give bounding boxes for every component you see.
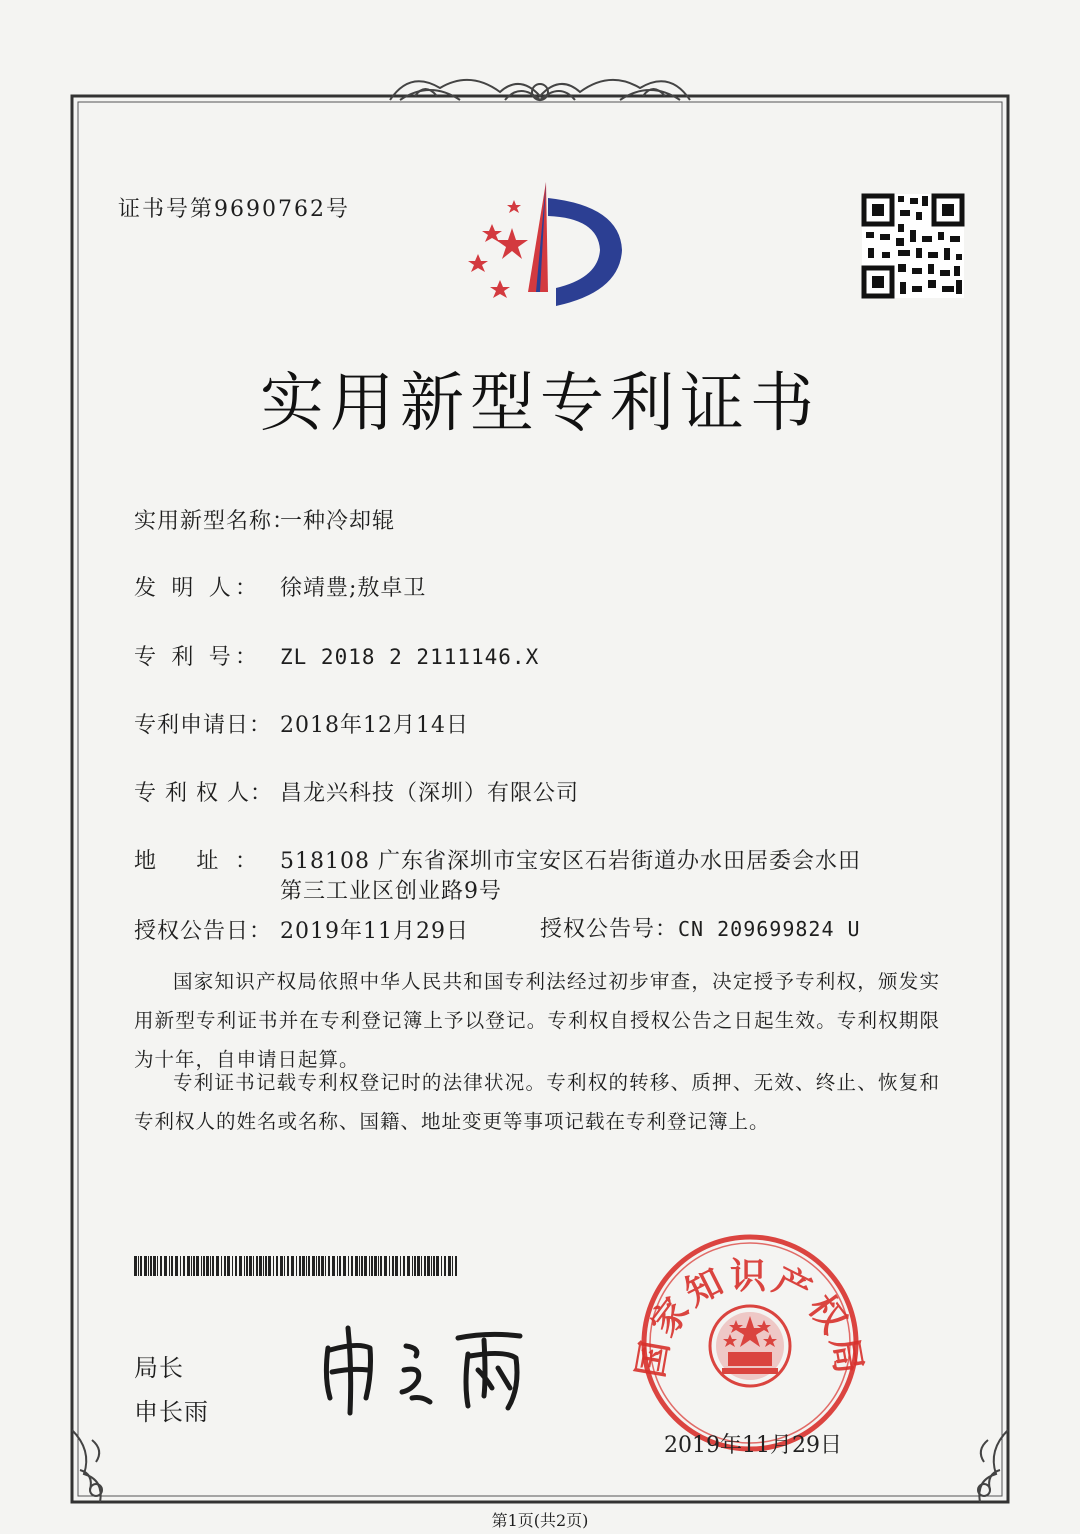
seal-date: 2019年11月29日 bbox=[664, 1433, 842, 1458]
field-label: 专 利 权 人： bbox=[134, 781, 273, 806]
field-label: 授权公告号： bbox=[540, 917, 679, 942]
qr-code bbox=[862, 194, 964, 298]
field-patentee bbox=[134, 776, 579, 807]
body-paragraph-1: 国家知识产权局依照中华人民共和国专利法经过初步审查，决定授予专利权，颁发实用新型专利证书并在专利登记簿上予以登记。专利权自授权公告之日起生效。专利权期限为十年，自申请日起算。 bbox=[134, 970, 940, 1071]
field-label: 地 址： bbox=[134, 849, 258, 874]
field-inventor bbox=[134, 571, 426, 602]
page-number: 第1页(共2页) bbox=[491, 1511, 589, 1530]
field-grant-date bbox=[134, 914, 469, 945]
field-value: CN 209699824 U bbox=[678, 917, 861, 941]
field-grant-number bbox=[540, 912, 861, 943]
field-label: 发 明 人： bbox=[134, 576, 258, 601]
field-value: 昌龙兴科技（深圳）有限公司 bbox=[280, 781, 580, 806]
field-address bbox=[134, 844, 861, 875]
field-label: 专利申请日： bbox=[134, 713, 273, 738]
director-title: 局长 bbox=[134, 1354, 184, 1382]
director-signature bbox=[308, 1318, 548, 1418]
cnipa-logo bbox=[468, 182, 622, 306]
field-application-date bbox=[134, 708, 469, 739]
field-value: ZL 2018 2 2111146.X bbox=[280, 645, 540, 669]
field-label: 专 利 号： bbox=[134, 645, 258, 670]
national-emblem bbox=[710, 1306, 790, 1386]
page-title: 实用新型专利证书 bbox=[260, 367, 820, 441]
field-utility-model-name bbox=[134, 504, 395, 535]
field-value: 2019年11月29日 bbox=[280, 919, 469, 944]
field-patent-number bbox=[134, 640, 539, 671]
field-value: 2018年12月14日 bbox=[280, 713, 469, 738]
director-name: 申长雨 bbox=[134, 1398, 209, 1426]
field-address-line2: 第三工业区创业路9号 bbox=[280, 879, 502, 904]
official-seal bbox=[630, 1237, 869, 1449]
certificate-number: 证书号第9690762号 bbox=[118, 197, 350, 222]
field-value: 徐靖豊;敖卓卫 bbox=[280, 576, 427, 601]
field-label: 授权公告日： bbox=[134, 919, 273, 944]
field-label: 实用新型名称： bbox=[134, 509, 296, 534]
body-paragraph-2: 专利证书记载专利权登记时的法律状况。专利权的转移、质押、无效、终止、恢复和专利权人的姓名或名称、国籍、地址变更等事项记载在专利登记簿上。 bbox=[134, 1071, 940, 1133]
seal-text: 国家知识产权局 bbox=[630, 1256, 870, 1381]
corner-ornament-left bbox=[72, 1430, 102, 1502]
barcode bbox=[134, 1256, 457, 1276]
field-value: 一种冷却辊 bbox=[280, 509, 396, 534]
corner-ornament-right bbox=[978, 1430, 1008, 1502]
field-value: 518108 广东省深圳市宝安区石岩街道办水田居委会水田 bbox=[280, 849, 861, 874]
